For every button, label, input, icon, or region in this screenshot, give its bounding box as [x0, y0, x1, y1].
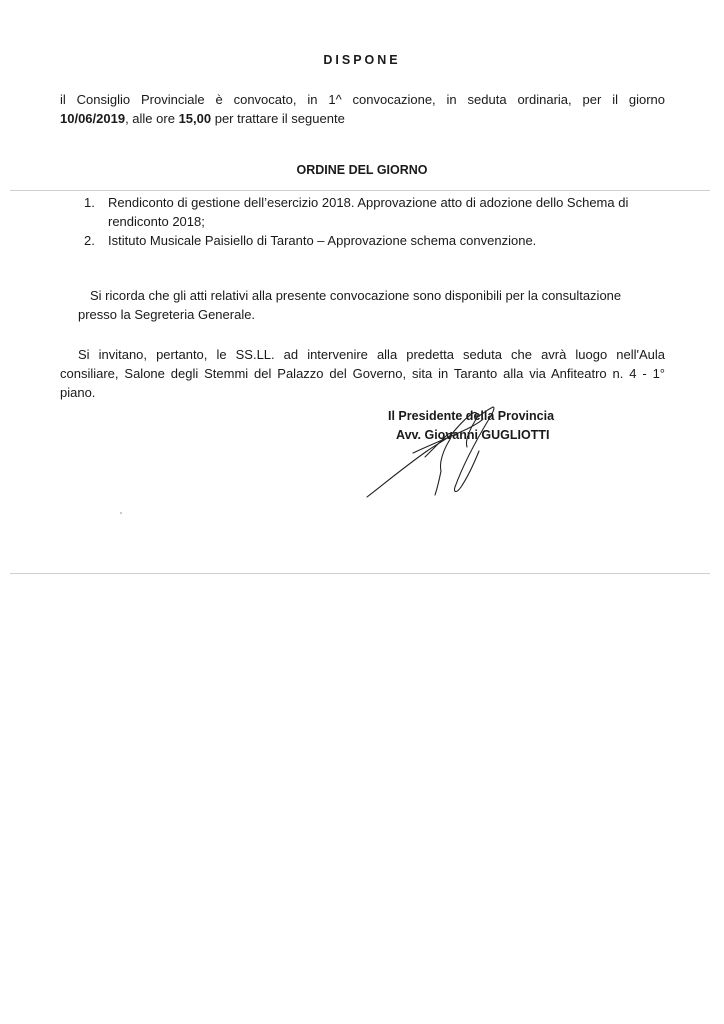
intro-line-1: il Consiglio Provinciale è convocato, in 1^ convocazione, in seduta ordinaria, per il giorno [60, 92, 665, 107]
intro-middle: , alle ore [125, 111, 179, 126]
meeting-date: 10/06/2019 [60, 111, 126, 126]
invitation-line-1: Si invitano, pertanto, le SS.LL. ad intervenire alla predetta seduta che avrà luogo nell'Aula [78, 347, 665, 362]
agenda-item-number: 1. [84, 195, 95, 210]
agenda-item-text-line-2: rendiconto 2018; [108, 214, 205, 229]
agenda-item-text-line-1: Istituto Musicale Paisiello di Taranto – Approvazione schema convenzione. [108, 233, 537, 248]
signatory-title: Il Presidente della Provincia [388, 409, 555, 423]
agenda-item-text-line-1: Rendiconto di gestione dell’esercizio 2018. Approvazione atto di adozione dello Schema di [108, 195, 629, 210]
invitation-line-2: consiliare, Salone degli Stemmi del Palazzo del Governo, sita in Taranto alla via Anfiteatro n. 4 - 1° [60, 366, 665, 381]
reminder-line-2: presso la Segreteria Generale. [78, 307, 256, 322]
signatory-name: Avv. Giovanni GUGLIOTTI [396, 428, 550, 442]
agenda-title: ORDINE DEL GIORNO [296, 163, 428, 177]
agenda-item-1 [84, 193, 674, 231]
intro-line-2 [60, 111, 345, 126]
scan-line-bottom [10, 573, 710, 574]
reminder-line-1: Si ricorda che gli atti relativi alla presente convocazione sono disponibili per la consultazione [90, 288, 622, 303]
heading-dispone: DISPONE [323, 53, 401, 67]
meeting-time: 15,00 [178, 111, 212, 126]
reminder-paragraph [60, 286, 665, 324]
intro-paragraph [60, 90, 665, 128]
agenda-list [84, 193, 674, 250]
scan-speck [120, 512, 122, 514]
scan-line-top [10, 190, 710, 191]
agenda-item-number: 2. [84, 233, 95, 248]
intro-tail: per trattare il seguente [211, 111, 345, 126]
invitation-paragraph [60, 345, 665, 402]
handwritten-signature [355, 395, 535, 515]
agenda-item-2 [84, 231, 674, 250]
invitation-line-3: piano. [60, 385, 96, 400]
